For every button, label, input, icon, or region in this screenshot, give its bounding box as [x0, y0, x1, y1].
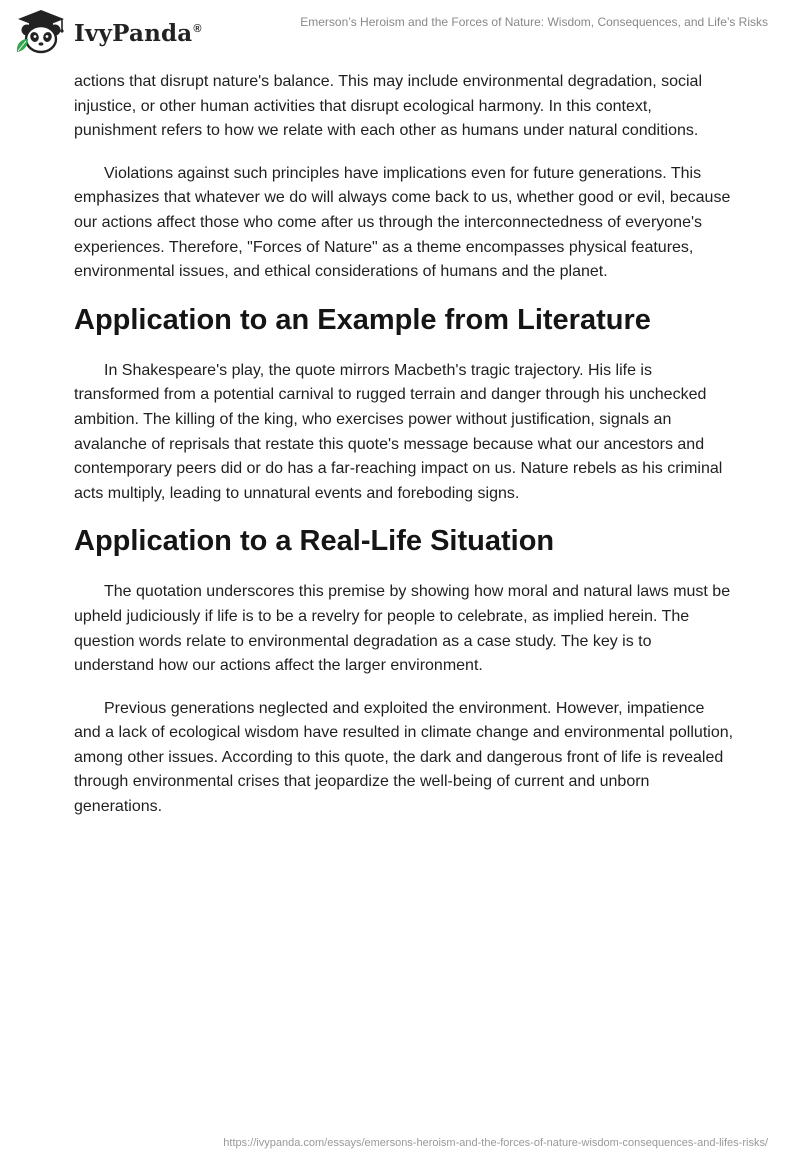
paragraph: Violations against such principles have implications even for future generations. This emphasizes that whatever we do will always come back to us, whether good or evil, because our actions affect those who come after us through the interconnectedness of everyone's experiences. Therefore, "Forces of Nature" as a theme encompasses physical features, environmental issues, and ethical considerations of humans and the planet.	[74, 164, 731, 281]
paragraph-continued: actions that disrupt nature's balance. This may include environmental degradation, social injustice, or other human activities that disrupt ecological harmony. In this context, punishment refers to how we relate with each other as humans under natural conditions.	[74, 73, 703, 140]
running-title: Emerson’s Heroism and the Forces of Nature: Wisdom, Consequences, and Life’s Risks	[300, 15, 768, 29]
logo-wordmark: IvyPanda®	[74, 19, 202, 47]
section-heading-real-life: Application to a Real-Life Situation	[74, 525, 555, 558]
panda-graduate-icon	[14, 8, 68, 56]
paragraph: In Shakespeare's play, the quote mirrors Macbeth's tragic trajectory. His life is transformed from a potential carnival to rugged terrain and danger through his unchecked ambition. The killing of the king, who exercises power without justification, signals an avalanche of reprisals that restate this quote's message because what our ancestors and contemporary peers did or do has a far-reaching impact on us. Nature rebels as his criminal acts multiply, leading to unnatural events and foreboding signs.	[74, 361, 723, 502]
essay-body	[74, 70, 734, 838]
paragraph: Previous generations neglected and exploited the environment. However, impatience and a lack of ecological wisdom have resulted in climate change and environmental pollution, among other issues. According to this quote, the dark and dangerous front of life is revealed through environmental crises that jeopardize the well-being of current and unborn generations.	[74, 699, 734, 816]
section-heading-literature: Application to an Example from Literature	[74, 303, 651, 336]
page-header	[0, 0, 800, 62]
paragraph: The quotation underscores this premise by showing how moral and natural laws must be upheld judiciously if life is to be a revelry for people to celebrate, as implied herein. The question words relate to environmental degradation as a case study. The key is to understand how our actions affect the larger environment.	[74, 583, 731, 675]
source-url[interactable]: https://ivypanda.com/essays/emersons-heroism-and-the-forces-of-nature-wisdom-consequences-and-lifes-risks/	[223, 1137, 768, 1149]
ivypanda-logo[interactable]	[14, 8, 202, 56]
registered-mark: ®	[193, 22, 202, 35]
